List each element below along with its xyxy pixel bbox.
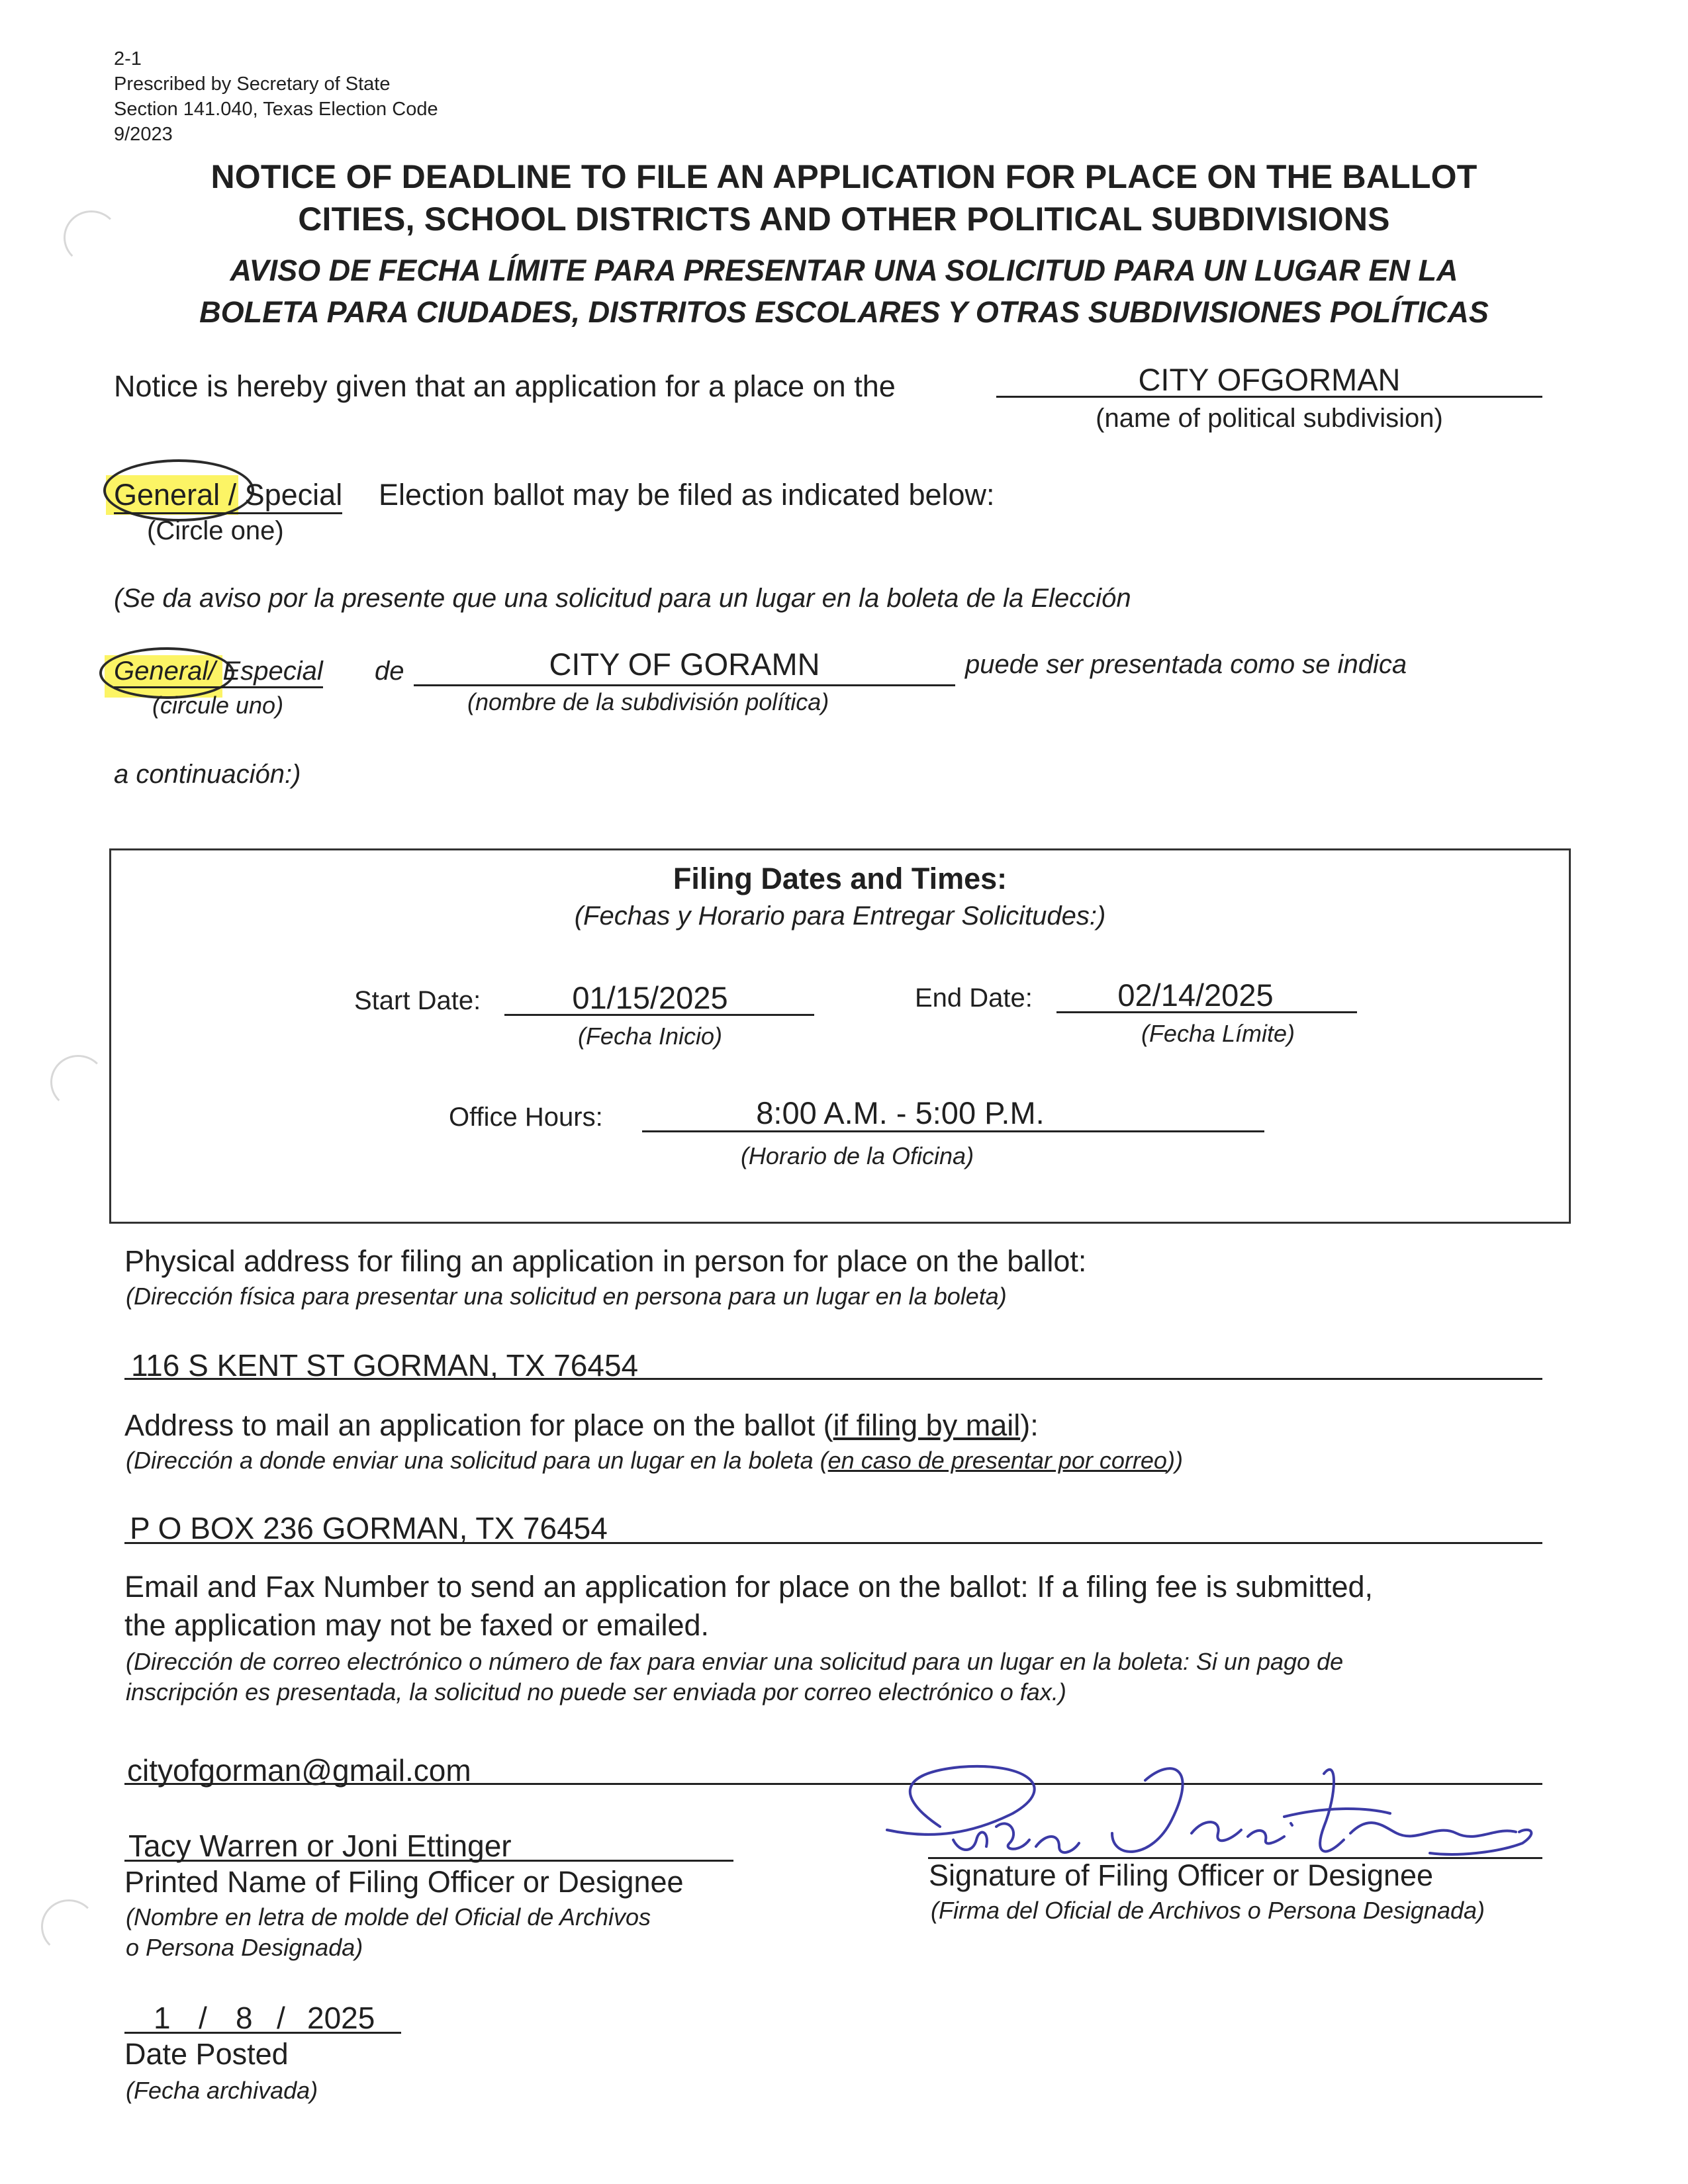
mail-address-label (124, 1408, 1039, 1443)
end-date-label: End Date: (915, 983, 1033, 1013)
form-number: 2-1 (114, 48, 142, 69)
page-title: NOTICE OF DEADLINE TO FILE AN APPLICATION FOR PLACE ON THE BALLOT (211, 158, 1477, 195)
date-posted-label-es: (Fecha archivada) (126, 2077, 318, 2104)
start-date-caption: (Fecha Inicio) (577, 1023, 723, 1050)
mail-address-label-es (126, 1447, 1183, 1475)
continuation-es: a continuación:) (114, 760, 301, 789)
mail-label-text: Address to mail an application for place on the ballot ( (124, 1408, 833, 1442)
circle-caption: (Circle one) (147, 516, 284, 545)
election-type-options-es (114, 657, 323, 688)
mail-label-underlined: if filing by mail (833, 1408, 1021, 1442)
mail-label-es-close: )) (1166, 1447, 1183, 1474)
email-field: cityofgorman@gmail.com (127, 1753, 471, 1788)
subdivision-line-es (414, 684, 955, 686)
hole-punch-mark (50, 1055, 106, 1109)
filing-heading-es: (Fechas y Horario para Entregar Solicitudes:) (574, 901, 1106, 931)
option-separator: / (220, 478, 245, 512)
end-date-caption: (Fecha Límite) (1141, 1020, 1295, 1047)
option-separator-es: / (208, 657, 223, 686)
mail-label-close: ): (1020, 1408, 1039, 1442)
form-revision: 9/2023 (114, 124, 173, 145)
email-label: Email and Fax Number to send an application for place on the ballot: If a filing fee is submitted, (124, 1570, 1374, 1604)
mail-label-es-text: (Dirección a donde enviar una solicitud para un lugar en la boleta ( (126, 1447, 828, 1474)
printed-name-label: Printed Name of Filing Officer or Designee (124, 1865, 684, 1899)
prescribed-by: Prescribed by Secretary of State (114, 73, 391, 95)
page-title-es: AVISO DE FECHA LÍMITE PARA PRESENTAR UNA SOLICITUD PARA UN LUGAR EN LA (230, 253, 1458, 287)
office-hours-label: Office Hours: (449, 1103, 603, 1132)
mail-label-es-underlined: en caso de presentar por correo (827, 1447, 1167, 1474)
date-posted-label: Date Posted (124, 2037, 289, 2071)
date-posted-month: 1 (154, 2001, 171, 2035)
physical-address-label-es: (Dirección física para presentar una solicitud en persona para un lugar en la boleta) (126, 1283, 1007, 1310)
subdivision-caption-es: (nombre de la subdivisión política) (467, 688, 829, 715)
page-title-es-line2: BOLETA PARA CIUDADES, DISTRITOS ESCOLARES Y OTRAS SUBDIVISIONES POLÍTICAS (199, 295, 1489, 329)
date-posted-year: 2025 (307, 2001, 375, 2035)
notice-intro: Notice is hereby given that an application for a place on the (114, 369, 896, 403)
date-posted-separator: / (277, 2001, 285, 2035)
subdivision-field-es: CITY OF GORAMN (549, 647, 820, 682)
end-date-field: 02/14/2025 (1117, 978, 1274, 1013)
election-text: Election ballot may be filed as indicated below: (379, 478, 995, 512)
signature-label-es: (Firma del Oficial de Archivos o Persona Designada) (931, 1897, 1485, 1924)
hole-punch-mark (41, 1899, 97, 1954)
date-posted-day: 8 (236, 2001, 253, 2035)
option-especial-es: Especial (222, 657, 323, 686)
email-label-es-line2: inscripción es presentada, la solicitud no puede ser enviada por correo electrónico o fax.) (126, 1678, 1066, 1706)
email-label-line2: the application may not be faxed or emailed. (124, 1608, 710, 1642)
subdivision-caption: (name of political subdivision) (1096, 404, 1443, 433)
code-section: Section 141.040, Texas Election Code (114, 99, 438, 120)
subdivision-field: CITY OFGORMAN (1138, 362, 1401, 397)
start-date-label: Start Date: (354, 986, 481, 1015)
preposition-de: de (375, 657, 404, 686)
printed-name-label-es-line2: o Persona Designada) (126, 1934, 363, 1961)
date-posted-separator: / (199, 2001, 207, 2035)
option-general: General (114, 478, 220, 512)
physical-address-label: Physical address for filing an application in person for place on the ballot: (124, 1244, 1087, 1278)
printed-name-field: Tacy Warren or Joni Ettinger (128, 1829, 512, 1863)
circle-caption-es: (circule uno) (152, 692, 284, 719)
page-title-line2: CITIES, SCHOOL DISTRICTS AND OTHER POLITICAL SUBDIVISIONS (298, 201, 1390, 238)
signature-label: Signature of Filing Officer or Designee (929, 1858, 1434, 1892)
option-general-es: General (114, 657, 209, 686)
physical-address-field: 116 S KENT ST GORMAN, TX 76454 (131, 1348, 639, 1383)
office-hours-caption: (Horario de la Oficina) (740, 1142, 974, 1169)
notice-tail-es: puede ser presentada como se indica (965, 650, 1407, 679)
notice-intro-es: (Se da aviso por la presente que una solicitud para un lugar en la boleta de la Elección (114, 584, 1131, 613)
election-type-options (114, 478, 342, 514)
office-hours-field: 8:00 A.M. - 5:00 P.M. (756, 1095, 1045, 1130)
option-special: Special (244, 478, 343, 512)
mail-address-field: P O BOX 236 GORMAN, TX 76454 (130, 1511, 608, 1545)
start-date-field: 01/15/2025 (572, 980, 728, 1015)
email-label-es: (Dirección de correo electrónico o número de fax para enviar una solicitud para un lugar en la boleta: Si un pago de (126, 1648, 1344, 1675)
filing-heading: Filing Dates and Times: (673, 862, 1008, 895)
printed-name-label-es: (Nombre en letra de molde del Oficial de Archivos (126, 1903, 651, 1931)
